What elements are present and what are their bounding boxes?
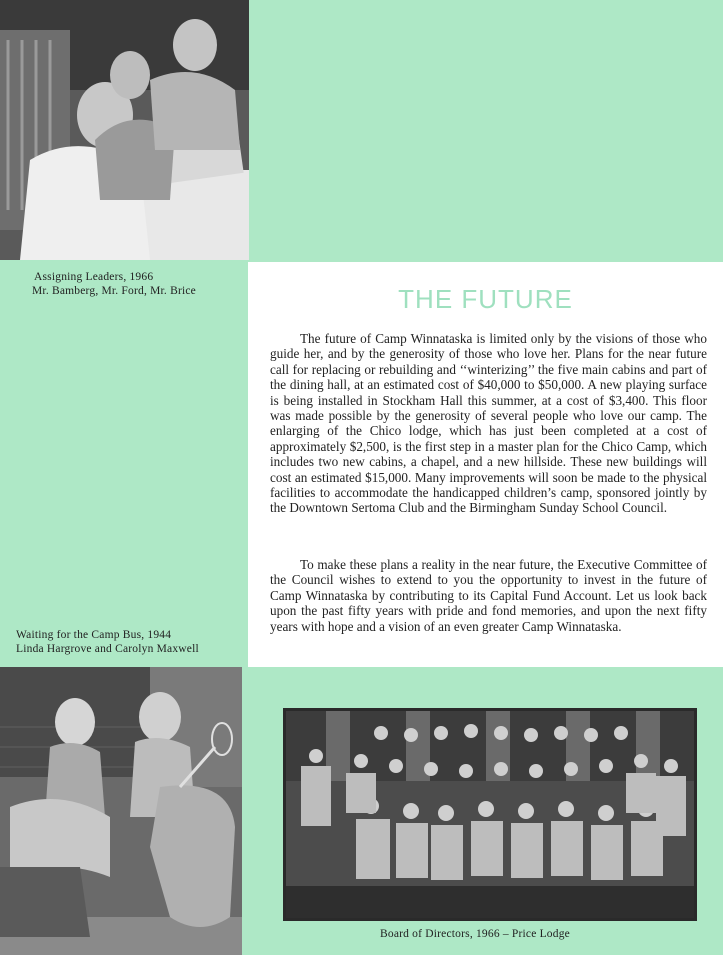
caption-board-of-directors: Board of Directors, 1966 – Price Lodge [380, 928, 570, 940]
caption-line: Assigning Leaders, 1966 [34, 271, 154, 283]
photo-board-of-directors [286, 711, 694, 918]
article-paragraph-2: To make these plans a reality in the near future, the Executive Committee of the Council wishes to extend to you the opportunity to invest in the future of Camp Winnataska by contributing to its Capital Fund Account. Let us look back upon the past fifty years with pride and fond memories, and upon the next fifty years with hope and a vision of an even greater Camp Winnataska. [270, 557, 707, 634]
photo-men-at-table-icon [0, 0, 249, 260]
caption-line: Waiting for the Camp Bus, 1944 [16, 629, 172, 641]
photo-group-portrait-icon [286, 711, 694, 918]
photo-assigning-leaders [0, 0, 249, 260]
photo-waiting-for-bus [0, 667, 242, 955]
article-title: THE FUTURE [398, 284, 573, 314]
caption-assigning-leaders [34, 270, 196, 298]
caption-line: Mr. Bamberg, Mr. Ford, Mr. Brice [32, 285, 196, 297]
caption-waiting-for-bus [16, 628, 199, 656]
photo-girls-with-bedrolls-icon [0, 667, 242, 955]
caption-line: Linda Hargrove and Carolyn Maxwell [16, 643, 199, 655]
article-paragraph-1: The future of Camp Winnataska is limited only by the visions of those who guide her, and by the generosity of those who love her. Plans for the near future call for replacing or rebuilding and ‘‘winterizing’’ the five main cabins and part of the dining hall, at an estimated cost of $40,000 to $50,000. A new playing surface is being installed in Stockham Hall this summer, at a cost of $3,400. This floor was made possible by the generosity of several people who love our camp. The enlarging of the Chico lodge, which has just been completed at a cost of approximately $2,500, is the first step in a master plan for the Chico Camp, which includes two new cabins, a chapel, and a new hillside. These new buildings will cost an estimated $15,000. Many improvements will soon be made to the physical facilities to accommodate the handicapped children’s camp, sponsored jointly by the Downtown Sertoma Club and the Birmingham Sunday School Council. [270, 331, 707, 516]
